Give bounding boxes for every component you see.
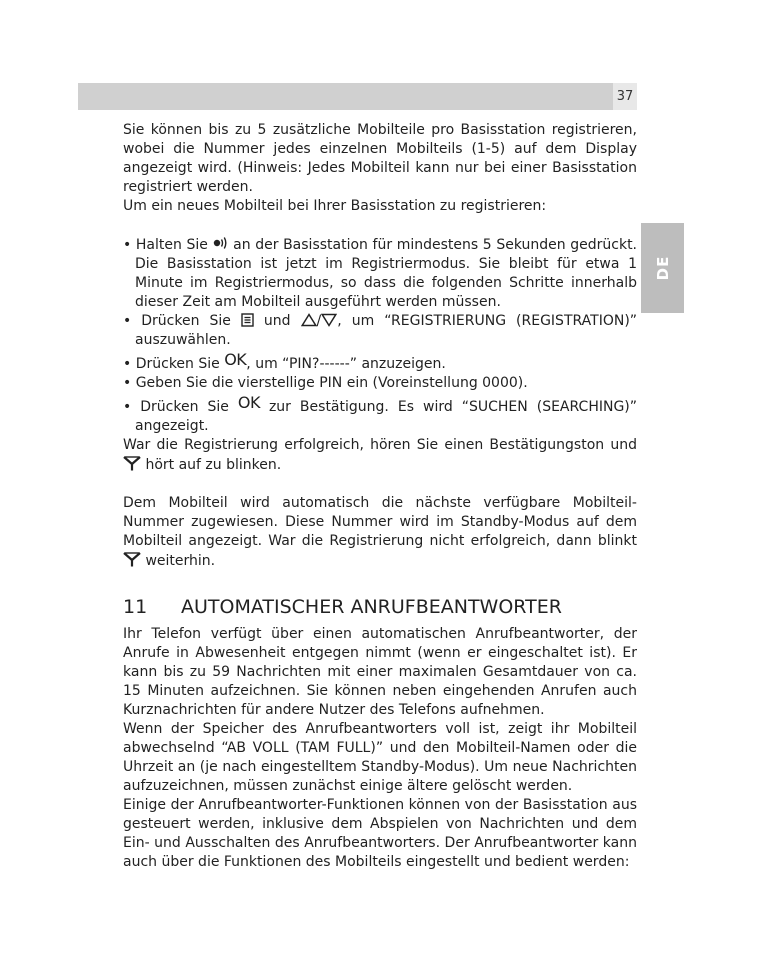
language-tab bbox=[641, 223, 684, 313]
bullet-step-3: • Drücken Sie OK, um “PIN?------” anzuzeigen. bbox=[123, 350, 446, 372]
bullet-step-4: • Geben Sie die vierstellige PIN ein (Voreinstellung 0000). bbox=[123, 375, 528, 391]
header-bar bbox=[78, 83, 613, 110]
bullet-step-1: • Halten Sie an der Basisstation für mindestens 5 Sekunden gedrückt. Die Basisstation ist jetzt im Registriermodus. Sie bleibt für etwa 1 Minute im Registriermodus, so dass die folgenden Schritte innerhalb dieser Zeit am Mobilteil ausgeführt werden müssen. bbox=[123, 237, 638, 310]
memory-full-paragraph: Wenn der Speicher des Anrufbeantworters voll ist, zeigt ihr Mobilteil abwechselnd “AB VOLL (TAM FULL)” und den Mobilteil-Namen oder die Uhrzeit an (je nach eingestelltem Standby-Modus). Um neue Nachrichten aufzuzeichnen, müssen zunächst einige ältere gelöscht werden. bbox=[123, 721, 637, 794]
up-arrow-key-icon bbox=[301, 313, 317, 327]
intro-paragraph: Sie können bis zu 5 zusätzliche Mobilteile pro Basisstation registrieren, wobei die Nummer jedes einzelnen Mobilteils (1-5) auf dem Display angezeigt wird. (Hinweis: Jedes Mobilteil kann nur bei einer Basisstation registriert werden. bbox=[123, 122, 637, 195]
section-heading bbox=[123, 595, 637, 619]
ok-key-icon: OK bbox=[237, 393, 260, 412]
success-paragraph: War die Registrierung erfolgreich, hören Sie einen Bestätigungston und hört auf zu blinken. bbox=[123, 437, 637, 473]
number-assignment-paragraph: Dem Mobilteil wird automatisch die nächste verfügbare Mobilteil-Nummer zugewiesen. Diese Nummer wird im Standby-Modus auf dem Mobilteil angezeigt. War die Registrierung nicht erfolgreich, dann blinkt weiterhin. bbox=[123, 495, 637, 569]
section-number: 11 bbox=[123, 596, 148, 618]
section-title: AUTOMATISCHER ANRUFBEANTWORTER bbox=[181, 596, 562, 618]
bullet-step-5: • Drücken Sie OK zur Bestätigung. Es wird “SUCHEN (SEARCHING)” angezeigt. bbox=[123, 393, 638, 434]
language-tab-label: DE bbox=[653, 255, 672, 281]
base-control-paragraph: Einige der Anrufbeantworter-Funktionen können von der Basisstation aus gesteuert werden, inklusive dem Abspielen von Nachrichten und dem Ein- und Ausschalten des Anrufbeantworters. Der Anrufbeantworter kann auch über die Funktionen des Mobilteils eingestellt und bedient werden: bbox=[123, 797, 637, 870]
antenna-icon bbox=[123, 455, 141, 471]
antenna-icon bbox=[123, 551, 141, 567]
menu-key-icon bbox=[241, 313, 254, 327]
page-content bbox=[123, 121, 637, 872]
answering-machine-paragraph: Ihr Telefon verfügt über einen automatischen Anrufbeantworter, der Anrufe in Abwesenheit entgegen nimmt (wenn er eingeschaltet ist). Er kann bis zu 59 Nachrichten mit einer maximalen Gesamtdauer von ca. 15 Minuten aufzeichnen. Sie können neben eingehenden Anrufen auch Kurznachrichten für andere Nutzer des Telefons aufnehmen. bbox=[123, 626, 637, 718]
ok-key-icon: OK bbox=[224, 350, 247, 369]
instruction-intro: Um ein neues Mobilteil bei Ihrer Basisstation zu registrieren: bbox=[123, 198, 547, 214]
down-arrow-key-icon bbox=[321, 313, 337, 327]
bullet-step-2: • Drücken Sie und / , um “REGISTRIERUNG (REGISTRATION)” auszuwählen. bbox=[123, 313, 638, 348]
page-number: 37 bbox=[613, 83, 637, 110]
page-button-icon bbox=[213, 235, 229, 251]
